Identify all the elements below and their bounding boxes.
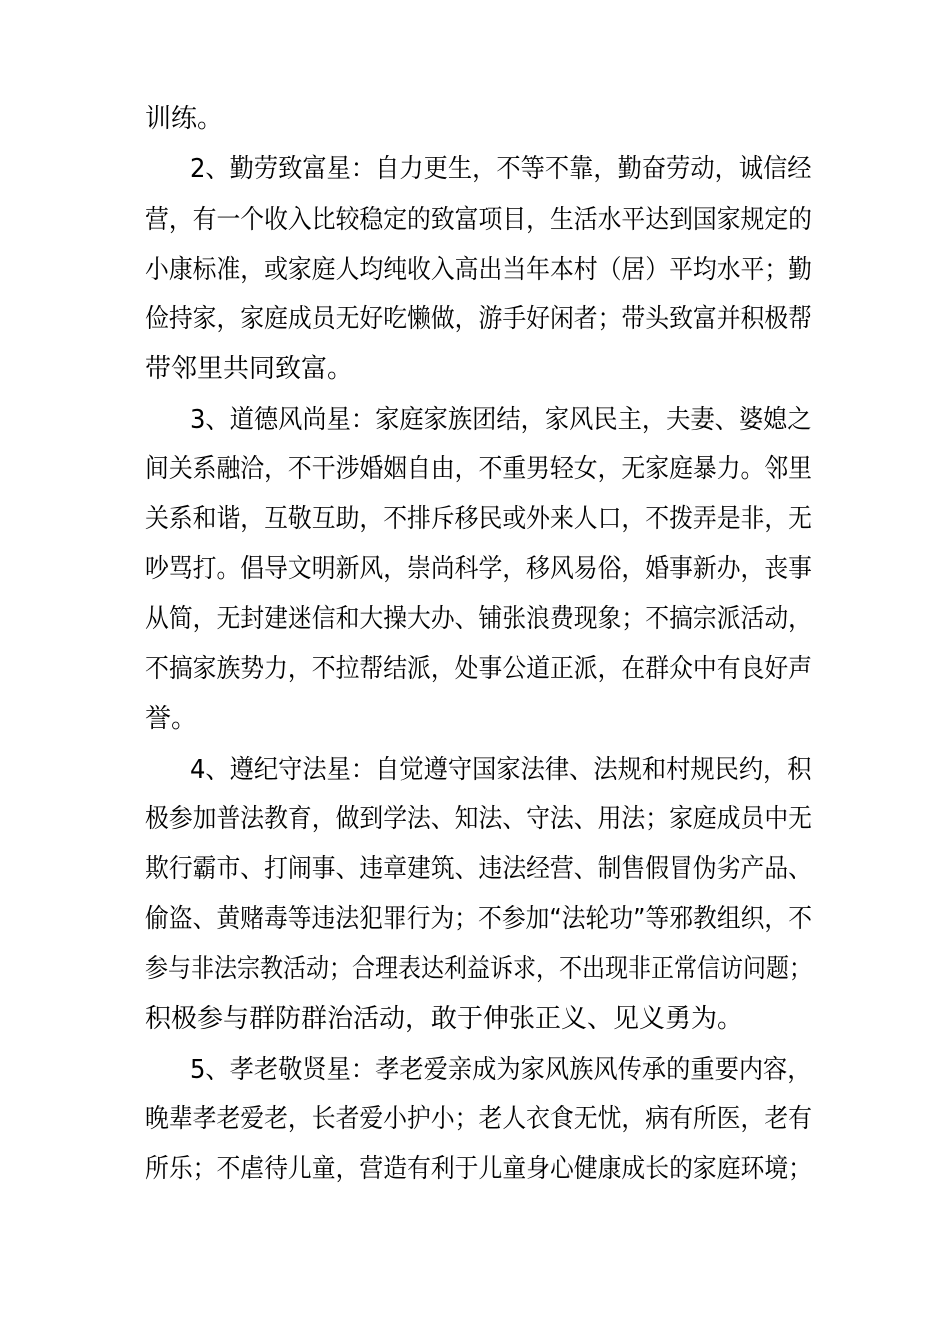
text-line: 吵骂打。倡导文明新风，崇尚科学，移风易俗，婚事新办，丧事 <box>145 554 813 584</box>
text-line: 誉。 <box>145 704 198 734</box>
text-line: 所乐；不虐待儿童，营造有利于儿童身心健康成长的家庭环境； <box>145 1154 813 1184</box>
text-line: 3、道德风尚星：家庭家族团结，家风民主，夫妻、婆媳之 <box>190 405 812 435</box>
text-line: 积极参与群防群治活动，敢于伸张正义、见义勇为。 <box>145 1004 744 1034</box>
text-line: 关系和谐，互敬互助，不排斥移民或外来人口，不拨弄是非，无 <box>145 504 813 534</box>
text-line: 4、遵纪守法星：自觉遵守国家法律、法规和村规民约，积 <box>190 755 812 785</box>
text-line: 训练。 <box>145 104 224 134</box>
text-line: 偷盗、黄赌毒等违法犯罪行为；不参加“法轮功”等邪教组织，不 <box>145 904 812 934</box>
text-line: 间关系融洽，不干涉婚姻自由，不重男轻女，无家庭暴力。邻里 <box>145 454 813 484</box>
text-line: 带邻里共同致富。 <box>145 354 354 384</box>
text-line: 从简，无封建迷信和大操大办、铺张浪费现象；不搞宗派活动， <box>145 604 813 634</box>
text-line: 欺行霸市、打闹事、违章建筑、违法经营、制售假冒伪劣产品、 <box>145 854 813 884</box>
text-line: 2、勤劳致富星：自力更生，不等不靠，勤奋劳动，诚信经 <box>190 154 812 184</box>
text-line: 极参加普法教育，做到学法、知法、守法、用法；家庭成员中无 <box>145 804 813 834</box>
text-line: 小康标准，或家庭人均纯收入高出当年本村（居）平均水平；勤 <box>145 255 813 285</box>
text-line: 5、孝老敬贤星：孝老爱亲成为家风族风传承的重要内容， <box>190 1055 812 1085</box>
text-line: 不搞家族势力，不拉帮结派，处事公道正派，在群众中有良好声 <box>145 654 813 684</box>
text-line: 晚辈孝老爱老，长者爱小护小；老人衣食无忧，病有所医，老有 <box>145 1104 813 1134</box>
text-line: 参与非法宗教活动；合理表达利益诉求，不出现非正常信访问题； <box>145 954 813 984</box>
text-line: 俭持家，家庭成员无好吃懒做，游手好闲者；带头致富并积极帮 <box>145 304 813 334</box>
text-line: 营，有一个收入比较稳定的致富项目，生活水平达到国家规定的 <box>145 205 813 235</box>
